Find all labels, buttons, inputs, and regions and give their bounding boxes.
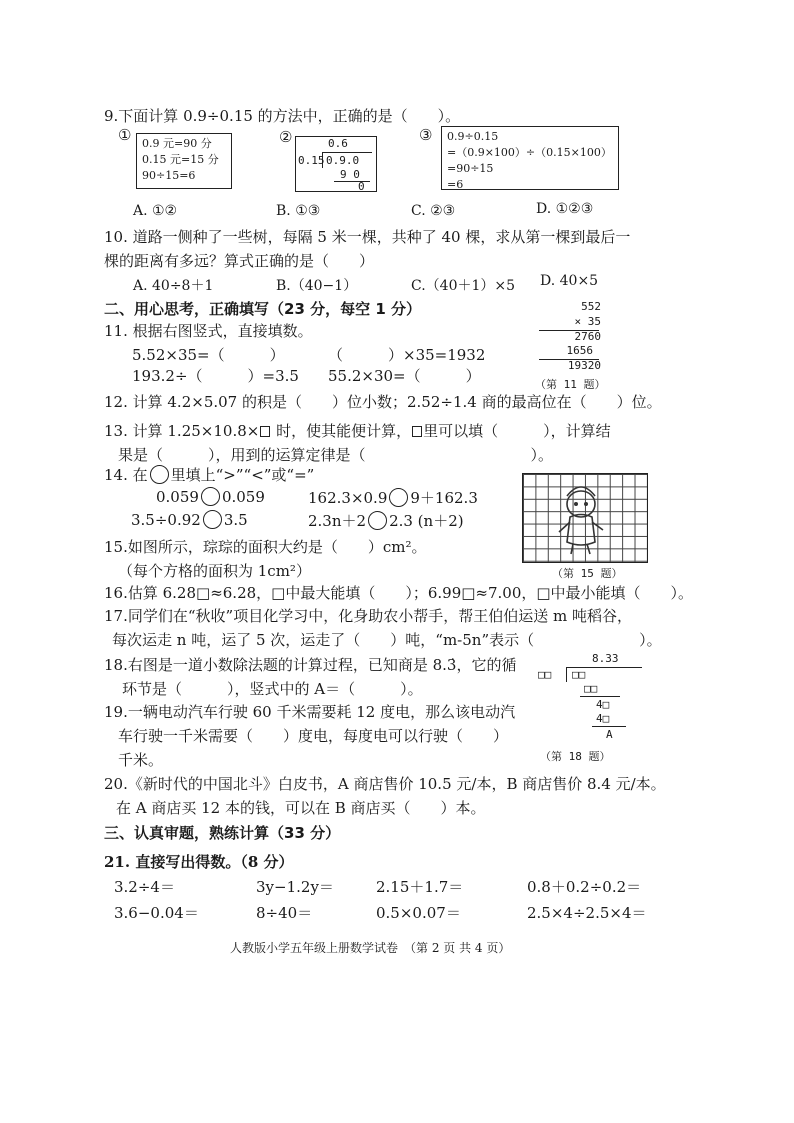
q21-item[interactable]: 0.8＋0.2÷0.2＝	[527, 878, 642, 896]
q13-blank-square	[260, 426, 270, 437]
q14-a-left: 0.059	[156, 488, 199, 506]
q18-division-bracket	[566, 667, 567, 682]
q11-caption: （第 11 题）	[535, 378, 606, 391]
q15-line-2: （每个方格的面积为 1cm²）	[118, 562, 311, 580]
q10-option-a[interactable]: A. 40÷8＋1	[133, 278, 214, 294]
q9-method-2-box	[295, 136, 377, 192]
q10-option-b[interactable]: B.（40−1）	[276, 278, 358, 294]
q13-line-1-a: 13. 计算 1.25×10.8×	[104, 422, 260, 440]
q11-vert-row: 552	[581, 300, 601, 313]
q11-vert-row: × 35	[574, 315, 601, 328]
q18-long-division	[536, 652, 646, 764]
q15-line-1: 15.如图所示，琮琮的面积大约是（ ）cm²。	[104, 538, 427, 556]
q14-d-right: 2.3 (n＋2)	[389, 512, 464, 530]
q9-stem: 9.下面计算 0.9÷0.15 的方法中，正确的是（ ）。	[104, 107, 461, 125]
q9-box3-line: =（0.9×100）÷（0.15×100）	[447, 146, 612, 159]
q18-row: □□	[584, 682, 598, 695]
q14-b-right: 9＋162.3	[410, 489, 478, 507]
q9-box3-line: =90÷15	[447, 162, 494, 175]
q9-option-a[interactable]: A. ①②	[133, 203, 178, 219]
q11-a[interactable]: 5.52×35=（ ）	[132, 346, 285, 364]
q9-box2-divisor: 0.15	[298, 154, 325, 167]
q21-item[interactable]: 8÷40＝	[256, 904, 313, 922]
q9-box1-line: 0.15 元=15 分	[142, 153, 219, 166]
q19-line-2: 车行驶一千米需要（ ）度电，每度电可以行驶（ ）	[118, 727, 509, 745]
q21-item[interactable]: 2.5×4÷2.5×4＝	[527, 904, 647, 922]
q9-box2-step: 9 0	[340, 168, 360, 181]
q14-a-right: 0.059	[221, 488, 265, 506]
q18-line-1: 18.右图是一道小数除法题的计算过程，已知商是 8.3̇，它的循	[104, 656, 517, 674]
q14-stem-a: 14. 在	[104, 466, 148, 484]
q9-method-3-box	[441, 126, 619, 190]
q11-b[interactable]: （ ）×35=1932	[328, 346, 486, 364]
q14-c-left: 3.5÷0.92	[131, 511, 201, 529]
q9-mark-1: ①	[118, 126, 132, 144]
q11-stem: 11. 根据右图竖式，直接填数。	[104, 322, 313, 340]
q13-line-1-c: 里可以填（ ），计算结	[423, 422, 611, 440]
q21-stem: 21. 直接写出得数。（8 分）	[104, 853, 294, 871]
q21-item[interactable]: 3.6−0.04＝	[114, 904, 199, 922]
q18-row: 4□	[596, 712, 610, 725]
q9-method-1-box	[136, 133, 232, 189]
q18-quotient: 8.33	[592, 652, 619, 665]
q9-mark-3: ③	[419, 126, 433, 144]
q14-b-left: 162.3×0.9	[308, 489, 388, 507]
q9-mark-2: ②	[279, 128, 293, 146]
q16: 16.估算 6.28□≈6.28，□中最大能填（ ）；6.99□≈7.00，□中最小能填（ ）。	[104, 584, 694, 602]
q18-caption: （第 18 题）	[540, 750, 611, 763]
q14-d	[308, 510, 464, 531]
q13-line-1	[104, 420, 611, 441]
q14-stem-b: 里填上“>”“<”或“=”	[170, 466, 315, 484]
q17-line-2: 每次运走 n 吨，运了 5 次，运走了（ ）吨，“m-5n”表示（ ）。	[112, 631, 662, 649]
q20-line-1: 20.《新时代的中国北斗》白皮书，A 商店售价 10.5 元/本，B 商店售价 8.4 元/本。	[104, 775, 666, 793]
q14-a-circle[interactable]	[201, 487, 220, 506]
q19-line-3: 千米。	[118, 751, 164, 769]
q14-c-circle[interactable]	[203, 510, 222, 529]
q11-vertical-calc	[525, 300, 605, 392]
q13-line-1-b: 时，使其能便计算，	[271, 422, 412, 440]
q21-item[interactable]: 3.2÷4＝	[114, 878, 175, 896]
q18-line	[580, 696, 620, 697]
q14-c	[131, 510, 248, 529]
q18-line-2: 环节是（ ），竖式中的 A＝（ ）。	[122, 680, 423, 698]
q14-stem	[104, 464, 314, 485]
q10-option-d[interactable]: D. 40×5	[540, 273, 599, 289]
section-2-heading: 二、用心思考，正确填写（23 分，每空 1 分）	[104, 300, 421, 318]
q18-dividend: □□	[572, 668, 586, 681]
q13-blank-square	[412, 426, 422, 437]
q13-line-2: 果是（ ），用到的运算定律是（ ）。	[118, 446, 554, 464]
q9-box1-line: 90÷15=6	[142, 169, 196, 182]
q11-vert-row: 2760	[574, 330, 601, 343]
q9-box3-line: =6	[447, 178, 464, 191]
q14-d-left: 2.3n＋2	[308, 512, 367, 530]
section-3-heading: 三、认真审题，熟练计算（33 分）	[104, 824, 341, 842]
q14-d-circle[interactable]	[368, 511, 387, 530]
q15-caption: （第 15 题）	[552, 567, 623, 580]
q18-divisor: □□	[538, 668, 552, 681]
page-footer: 人教版小学五年级上册数学试卷 （第 2 页 共 4 页）	[230, 941, 511, 955]
q21-item[interactable]: 0.5×0.07＝	[376, 904, 461, 922]
q9-box2-rem: 0	[358, 180, 365, 193]
q10-line-1: 10. 道路一侧种了一些树，每隔 5 米一棵，共种了 40 棵，求从第一棵到最后一	[104, 228, 631, 246]
q14-b	[308, 487, 478, 508]
q18-row: 4□	[596, 698, 610, 711]
q11-c[interactable]: 193.2÷（ ）=3.5	[132, 367, 299, 385]
q17-line-1: 17.同学们在“秋收”项目化学习中，化身助农小帮手，帮王伯伯运送 m 吨稻谷，	[104, 607, 632, 625]
q18-row-a: A	[606, 728, 613, 741]
q19-line-1: 19.一辆电动汽车行驶 60 千米需要耗 12 度电，那么该电动汽	[104, 703, 516, 721]
q15-grid-figure	[522, 473, 648, 563]
q9-box3-line: 0.9÷0.15	[447, 130, 499, 143]
q14-c-right: 3.5	[223, 511, 248, 529]
q18-line	[592, 726, 626, 727]
q11-vert-row: 1656	[566, 344, 593, 357]
q11-d[interactable]: 55.2×30=（ ）	[328, 367, 481, 385]
q14-b-circle[interactable]	[389, 488, 408, 507]
q20-line-2: 在 A 商店买 12 本的钱，可以在 B 商店买（ ）本。	[116, 799, 486, 817]
q9-option-b[interactable]: B. ①③	[276, 203, 321, 219]
q10-line-2: 棵的距离有多远？算式正确的是（ ）	[104, 252, 375, 270]
q10-option-c[interactable]: C.（40＋1）×5	[411, 278, 516, 294]
q21-item[interactable]: 3y−1.2y＝	[256, 878, 334, 896]
q9-option-c[interactable]: C. ②③	[411, 203, 456, 219]
q21-item[interactable]: 2.15＋1.7＝	[376, 878, 464, 896]
q11-vert-row: 19320	[567, 359, 601, 372]
q14-circle-icon	[150, 465, 169, 484]
mascot-figure-icon	[523, 474, 647, 562]
q12: 12. 计算 4.2×5.07 的积是（ ）位小数；2.52÷1.4 商的最高位在（ ）位。	[104, 393, 662, 411]
q9-box2-quotient: 0.6	[328, 137, 348, 150]
q14-a	[156, 487, 265, 506]
q9-option-d[interactable]: D. ①②③	[536, 201, 594, 217]
q9-box1-line: 0.9 元=90 分	[142, 137, 212, 150]
q9-box2-dividend: 0.9.0	[326, 154, 360, 167]
